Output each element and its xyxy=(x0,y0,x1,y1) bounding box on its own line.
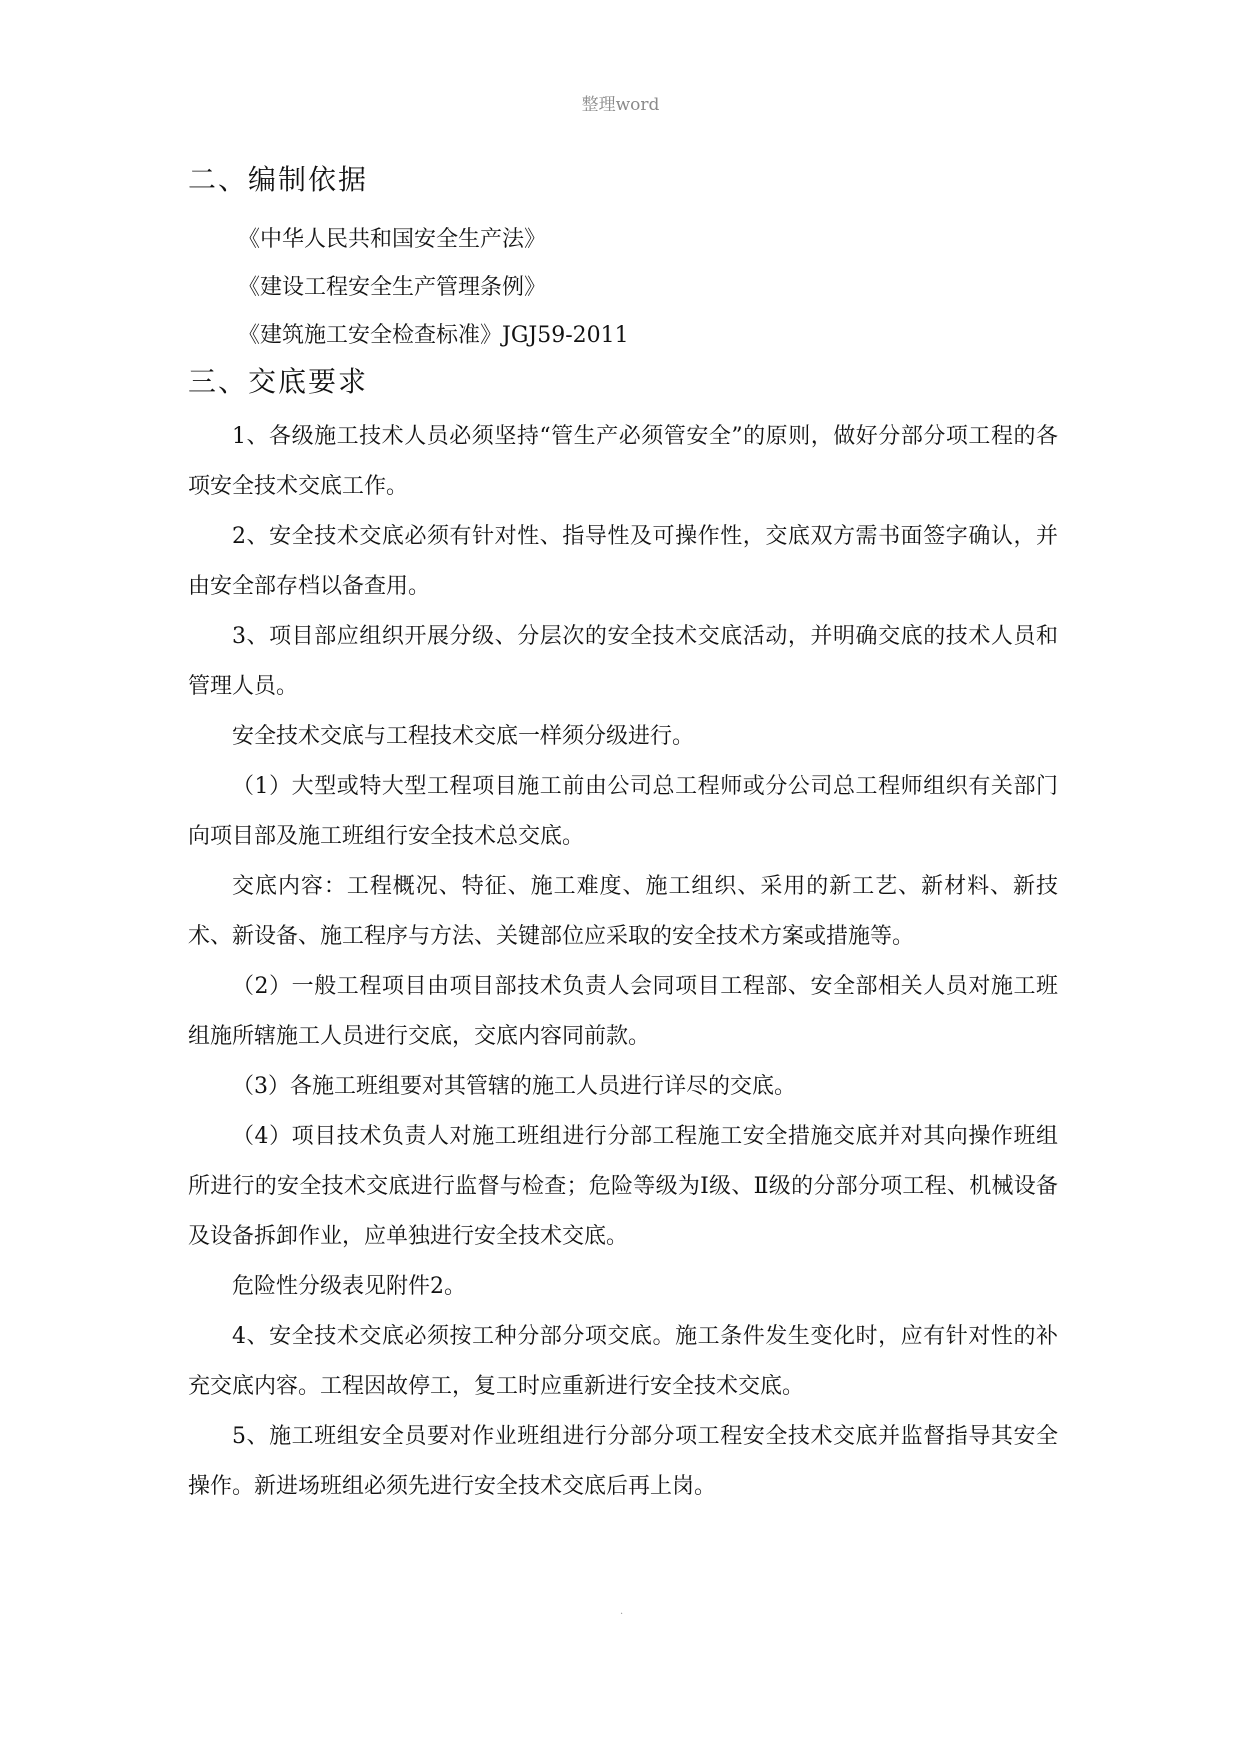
requirement-paragraph: 3、项目部应组织开展分级、分层次的安全技术交底活动，并明确交底的技术人员和管理人员。 xyxy=(188,624,1058,699)
requirement-paragraph: （2）一般工程项目由项目部技术负责人会同项目工程部、安全部相关人员对施工班组施所辖施工人员进行交底，交底内容同前款。 xyxy=(188,974,1058,1049)
reference-list xyxy=(188,216,1058,360)
reference-item: 《中华人民共和国安全生产法》 xyxy=(238,227,547,252)
requirement-paragraph: （1）大型或特大型工程项目施工前由公司总工程师或分公司总工程师组织有关部门向项目部及施工班组行安全技术总交底。 xyxy=(188,774,1058,849)
requirement-paragraph: 交底内容：工程概况、特征、施工难度、施工组织、采用的新工艺、新材料、新技术、新设备、施工程序与方法、关键部位应采取的安全技术方案或措施等。 xyxy=(188,874,1058,949)
requirement-paragraph: 1、各级施工技术人员必须坚持“管生产必须管安全”的原则，做好分部分项工程的各项安全技术交底工作。 xyxy=(188,424,1058,499)
footer-dot: . xyxy=(620,1606,624,1617)
page-header-watermark: 整理word xyxy=(581,95,660,115)
requirement-paragraph: 5、施工班组安全员要对作业班组进行分部分项工程安全技术交底并监督指导其安全操作。新进场班组必须先进行安全技术交底后再上岗。 xyxy=(188,1424,1058,1499)
requirements-list xyxy=(188,412,1058,1512)
section-title-requirements: 三、交底要求 xyxy=(188,365,369,398)
requirement-paragraph: 危险性分级表见附件2。 xyxy=(232,1274,466,1299)
reference-item: 《建设工程安全生产管理条例》 xyxy=(238,275,547,300)
document-body xyxy=(188,160,1058,1512)
requirement-paragraph: 2、安全技术交底必须有针对性、指导性及可操作性，交底双方需书面签字确认，并由安全部存档以备查用。 xyxy=(188,524,1058,599)
requirement-paragraph: 4、安全技术交底必须按工种分部分项交底。施工条件发生变化时，应有针对性的补充交底内容。工程因故停工，复工时应重新进行安全技术交底。 xyxy=(188,1324,1058,1399)
requirement-paragraph: （3）各施工班组要对其管辖的施工人员进行详尽的交底。 xyxy=(232,1074,796,1099)
requirement-paragraph: 安全技术交底与工程技术交底一样须分级进行。 xyxy=(232,724,695,749)
requirement-paragraph: （4）项目技术负责人对施工班组进行分部工程施工安全措施交底并对其向操作班组所进行的安全技术交底进行监督与检查；危险等级为Ⅰ级、Ⅱ级的分部分项工程、机械设备及设备拆卸作业，应单独进行安全技术交底。 xyxy=(188,1124,1058,1249)
section-title-basis: 二、编制依据 xyxy=(188,163,369,196)
reference-item: 《建筑施工安全检查标准》JGJ59-2011 xyxy=(238,323,629,348)
